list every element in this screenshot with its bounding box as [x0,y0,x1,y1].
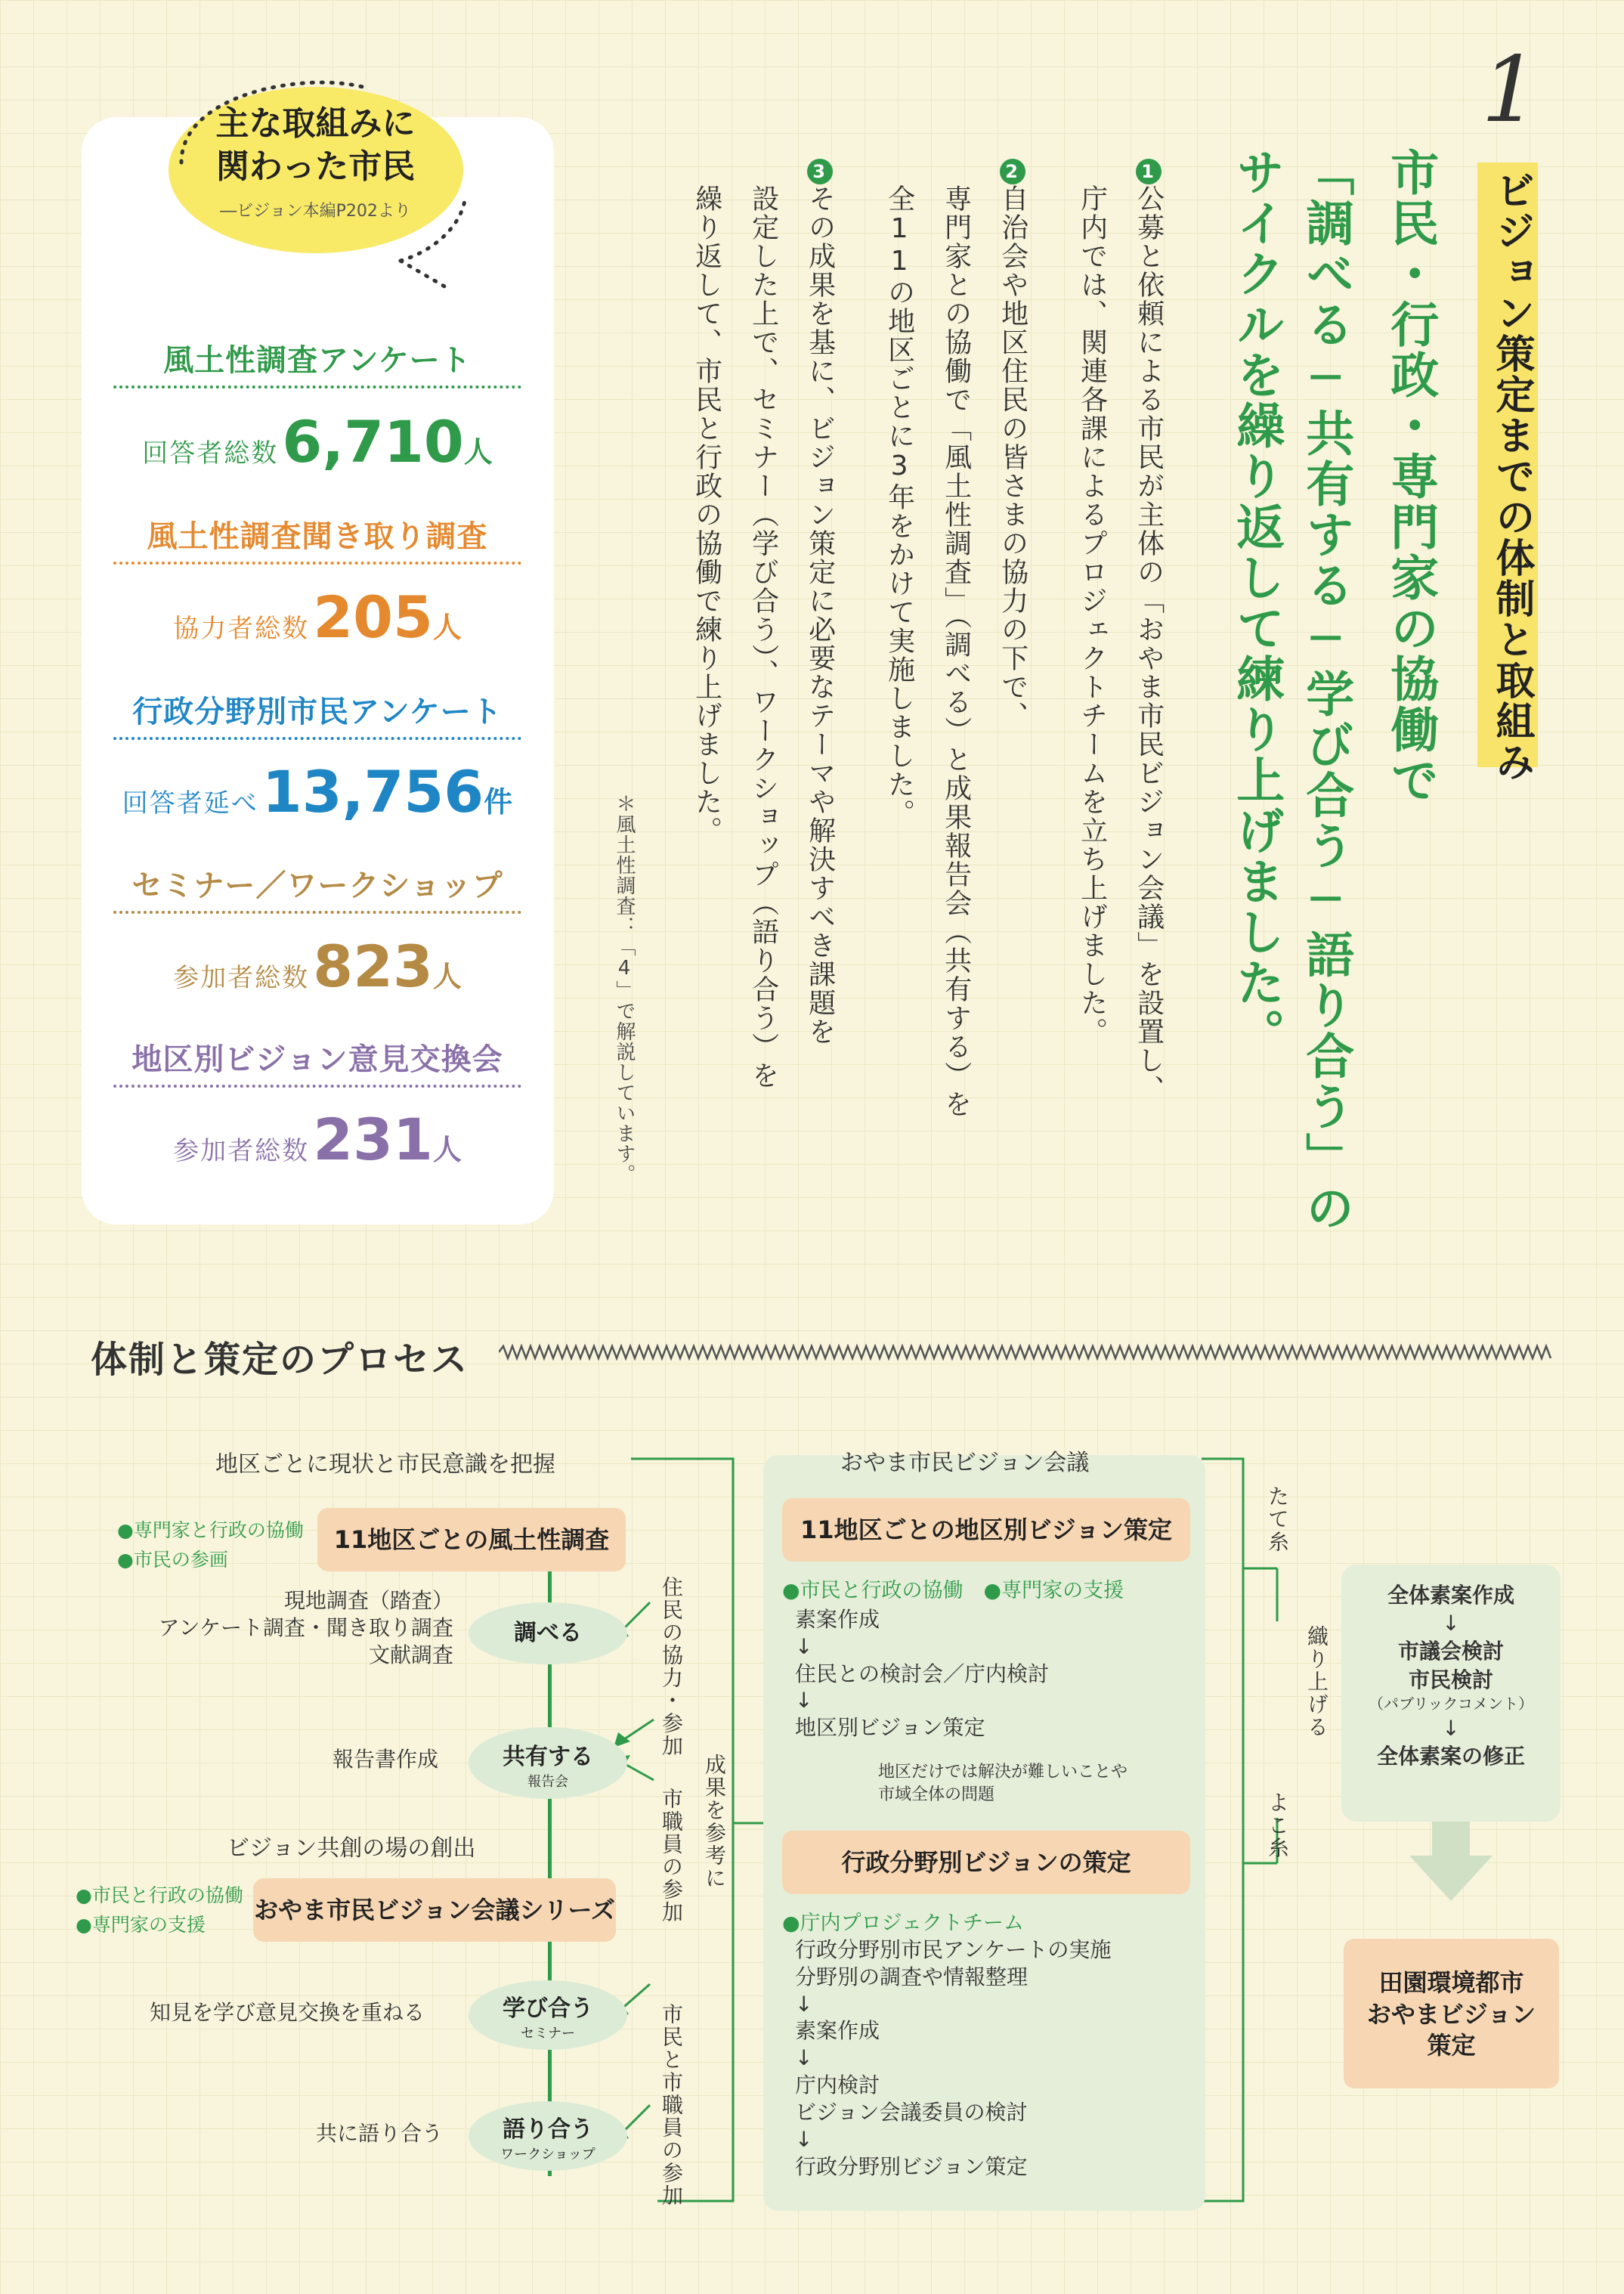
headline-line-2: 「調べる─共有する─学び合う─語り合う」の [1298,147,1354,1234]
stat-1-label: 風土性調査アンケート [163,343,472,378]
footnote: ＊風土性調査：「4」で解説しています。 [613,794,636,1184]
oval-manabi: 学び合う セミナー [469,1980,627,2050]
stat-1-value: 6,710 [282,408,464,475]
stat-5-label: 地区別ビジョン意見交換会 [131,1042,503,1077]
bubble-subtitle: ―ビジョン本編P202より [220,202,411,221]
survey-box: 11地区ごとの風土性調査 [317,1508,626,1571]
stat-4-value: 823 [313,933,433,1000]
left-green-note-1b: ●市民の参画 [117,1549,228,1571]
side-note-citizens-staff: 市民と市職員の参加 [659,2003,684,2207]
stat-2-value-line: 協力者総数 205人 [173,584,462,651]
label-ori: 織り上げる [1304,1625,1329,1738]
oval-shiraberu: 調べる [469,1602,627,1664]
stat-3-value-line: 回答者延べ 13,756件 [122,758,513,825]
sector-steps: 行政分野別市民アンケートの実施 分野別の調査や情報整理 ↓ 素案作成 ↓ 庁内検討 ビジョン会議委員の検討 ↓ 行政分野別ビジョン策定 [795,1937,1112,2179]
point-3-number: 3 [807,159,833,184]
side-note-residents: 住民の協力・参加 [659,1576,684,1757]
left-green-note-1a: ●専門家と行政の協働 [117,1519,304,1541]
series-box: おやま市民ビジョン会議シリーズ [253,1878,616,1942]
connector-label: 成果を参考に [702,1754,727,1890]
report-text: 報告書作成 [333,1747,439,1772]
stat-4-value-line: 参加者総数 823人 [173,933,462,1000]
process-title: 体制と策定のプロセス [91,1339,469,1381]
middle-green-note-1: ●市民と行政の協働 ●専門家の支援 [782,1579,1124,1602]
point-1-number: 1 [1136,159,1162,184]
stat-4-label: セミナー／ワークショップ [131,868,503,903]
stat-3-value: 13,756 [261,758,484,825]
section-number: 1 [1481,38,1539,143]
point-2-line-2: 専門家との協働で「風土性調査」（調べる）と成果報告会（共有する）を [940,184,972,1119]
section-title: ビジョン策定までの体制と取組み [1489,170,1534,782]
middle-heading: おやま市民ビジョン会議 [840,1450,1090,1476]
stat-3-label: 行政分野別市民アンケート [132,695,503,729]
point-2-number: 2 [1000,159,1025,184]
point-2-line-1: 2自治会や地区住民の皆さまの協力の下で、 [998,159,1028,730]
oval-kyoyu: 共有する 報告会 [469,1727,627,1799]
point-1-line-2: 庁内では、関連各課によるプロジェクトチームを立ち上げました。 [1076,184,1108,1046]
label-yoko: よこ糸 [1265,1791,1290,1859]
overall-steps: 全体素案作成 ↓ 市議会検討 市民検討 （パブリックコメント） ↓ 全体素案の修正 [1369,1583,1533,1769]
stat-5-value-line: 参加者総数 231人 [173,1106,462,1173]
survey-methods: 現地調査（踏査） アンケート調査・聞き取り調査 文献調査 [158,1588,453,1667]
stat-1-value-line: 回答者総数 6,710人 [142,408,493,475]
point-1-line-1: 1公募と依頼による市民が主体の「おやま市民ビジョン会議」を設置し、 [1134,159,1164,1104]
left-green-note-2a: ●市民と行政の協働 [76,1884,243,1906]
side-note-staff: 市職員の参加 [659,1788,684,1924]
district-vision-box: 11地区ごとの地区別ビジョン策定 [782,1498,1190,1562]
stat-2-label: 風土性調査聞き取り調査 [147,519,488,554]
middle-green-note-2: ●庁内プロジェクトチーム [782,1912,1025,1935]
left-heading-2: ビジョン共創の場の創出 [227,1835,476,1862]
label-tate: たて糸 [1265,1485,1290,1553]
stat-5-value: 231 [313,1106,433,1173]
bubble-title: 主な取組みに 関わった市民 [215,104,416,187]
stat-2-value: 205 [313,584,433,651]
final-vision-box: 田園環境都市 おやまビジョン 策定 [1344,1939,1559,2088]
point-2-line-3: 全11の地区ごとに3年をかけて実施しました。 [883,184,915,828]
katari-desc: 共に語り合う [316,2121,444,2146]
headline-line-1: 市民・行政・専門家の協働で [1382,147,1439,806]
left-green-note-2b: ●専門家の支援 [76,1914,206,1936]
left-heading-1: 地区ごとに現状と市民意識を把握 [215,1451,555,1478]
point-3-line-2: 設定した上で、セミナー（学び合う）、ワークショップ（語り合う）を [747,184,779,1090]
point-3-line-3: 繰り返して、市民と行政の協働で練り上げました。 [691,184,722,845]
sector-vision-box: 行政分野別ビジョンの策定 [782,1831,1190,1894]
point-3-line-1: 3その成果を基に、ビジョン策定に必要なテーマや解決すべき課題を [805,159,835,1046]
manabi-desc: 知見を学び意見交換を重ねる [150,2000,425,2025]
district-steps: 素案作成 ↓ 住民との検討会／庁内検討 ↓ 地区別ビジョン策定 [795,1607,1050,1741]
oval-katari: 語り合う ワークショップ [469,2101,627,2171]
middle-note: 地区だけでは解決が難しいことや 市域全体の問題 [878,1763,1128,1804]
headline-line-3: サイクルを繰り返して練り上げました。 [1228,147,1285,1059]
